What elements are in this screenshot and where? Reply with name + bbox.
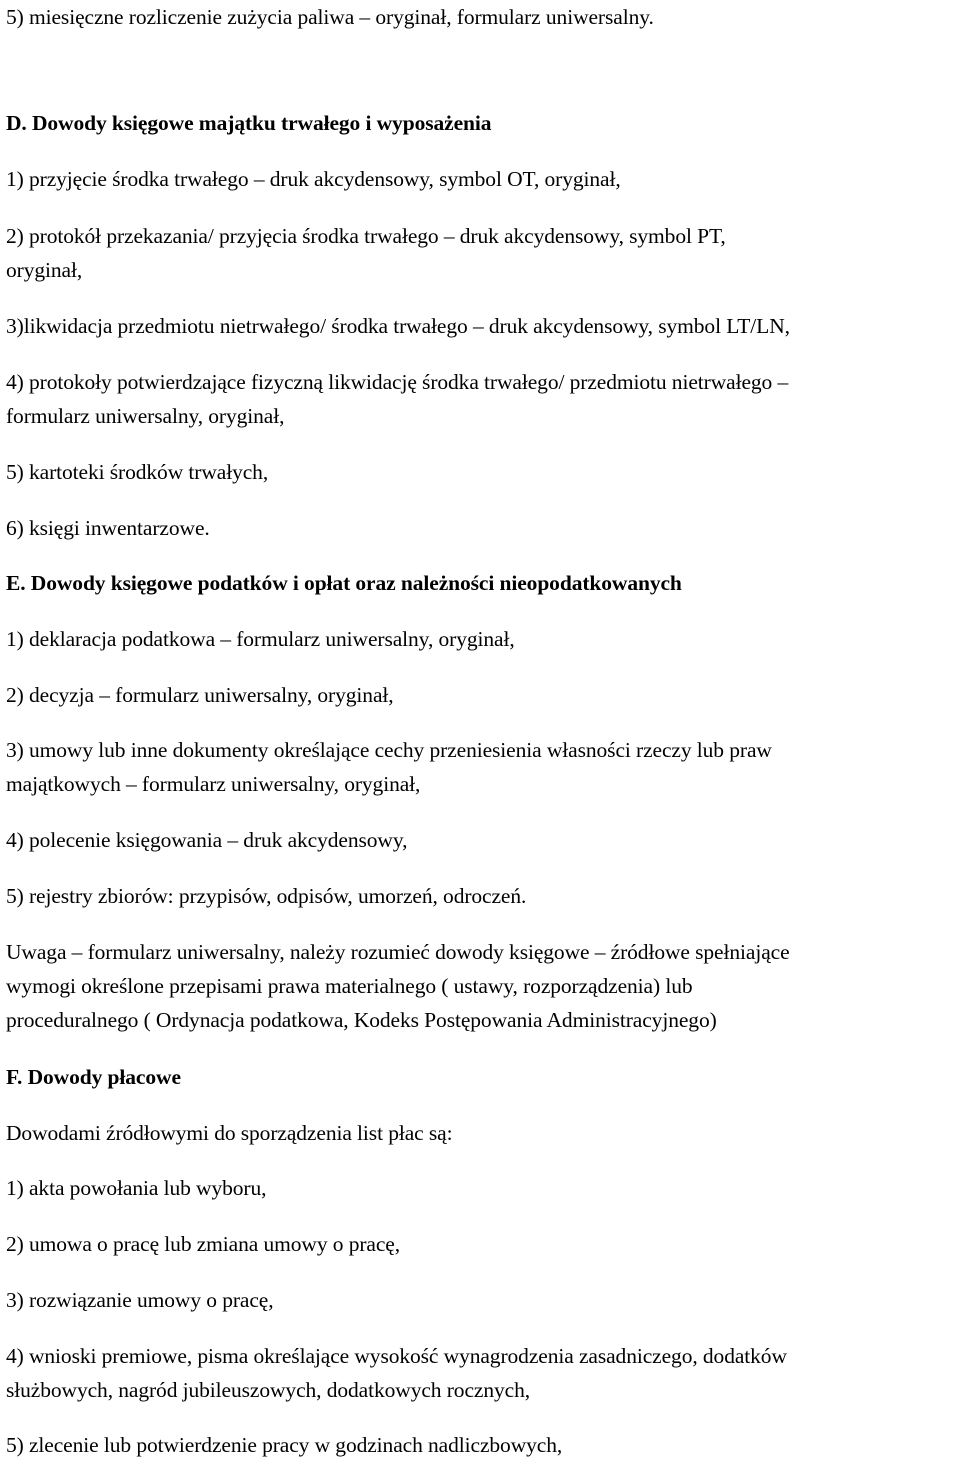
section-e-note: [6, 935, 790, 1037]
section-d-item-6-line-1: 6) księgi inwentarzowe.: [6, 516, 210, 540]
section-f-item-4-line-1: 4) wnioski premiowe, pisma określające wysokość wynagrodzenia zasadniczego, dodatków: [6, 1344, 787, 1368]
section-d-heading: D. Dowody księgowe majątku trwałego i wyposażenia: [6, 111, 492, 135]
section-d-item-5: [6, 455, 268, 489]
section-e-item-4: [6, 823, 407, 857]
section-d-item-6: [6, 511, 210, 545]
section-e-item-2: [6, 678, 394, 712]
section-e-item-1-line-1: 1) deklaracja podatkowa – formularz uniwersalny, oryginał,: [6, 627, 515, 651]
section-e-note-line-3: proceduralnego ( Ordynacja podatkowa, Kodeks Postępowania Administracyjnego): [6, 1008, 717, 1032]
section-f-item-2: [6, 1227, 400, 1261]
section-d-item-4: [6, 365, 788, 433]
section-d-item-4-line-2: formularz uniwersalny, oryginał,: [6, 404, 285, 428]
section-e-note-line-2: wymogi określone przepisami prawa materialnego ( ustawy, rozporządzenia) lub: [6, 974, 693, 998]
section-f-item-3-line-1: 3) rozwiązanie umowy o pracę,: [6, 1288, 274, 1312]
section-f-heading: F. Dowody płacowe: [6, 1065, 181, 1089]
intro-line-text: 5) miesięczne rozliczenie zużycia paliwa – oryginał, formularz uniwersalny.: [6, 5, 654, 29]
section-f-item-4: [6, 1339, 787, 1407]
section-d-item-4-line-1: 4) protokoły potwierdzające fizyczną likwidację środka trwałego/ przedmiotu nietrwałego –: [6, 370, 789, 394]
section-f-item-3: [6, 1283, 274, 1317]
section-d-item-1: [6, 162, 621, 196]
section-d-item-3-line-1: 3)likwidacja przedmiotu nietrwałego/ środka trwałego – druk akcydensowy, symbol LT/LN,: [6, 314, 790, 338]
section-e-note-line-1: Uwaga – formularz uniwersalny, należy rozumieć dowody księgowe – źródłowe spełniające: [6, 940, 790, 964]
intro-line: [6, 0, 654, 34]
section-d-item-2-line-1: 2) protokół przekazania/ przyjęcia środka trwałego – druk akcydensowy, symbol PT,: [6, 224, 726, 248]
section-f-item-1: [6, 1171, 266, 1205]
section-f-intro: Dowodami źródłowymi do sporządzenia list płac są:: [6, 1121, 453, 1145]
section-e-heading: E. Dowody księgowe podatków i opłat oraz należności nieopodatkowanych: [6, 571, 682, 595]
section-e-item-5-line-1: 5) rejestry zbiorów: przypisów, odpisów, umorzeń, odroczeń.: [6, 884, 527, 908]
section-e-item-3: [6, 733, 772, 801]
section-e-item-3-line-2: majątkowych – formularz uniwersalny, oryginał,: [6, 772, 421, 796]
section-f-item-1-line-1: 1) akta powołania lub wyboru,: [6, 1176, 267, 1200]
section-f-item-4-line-2: służbowych, nagród jubileuszowych, dodatkowych rocznych,: [6, 1378, 530, 1402]
section-f-item-2-line-1: 2) umowa o pracę lub zmiana umowy o pracę,: [6, 1232, 401, 1256]
section-d-item-2-line-2: oryginał,: [6, 258, 83, 282]
section-f-item-5-line-1: 5) zlecenie lub potwierdzenie pracy w godzinach nadliczbowych,: [6, 1433, 563, 1457]
section-d-item-1-line-1: 1) przyjęcie środka trwałego – druk akcydensowy, symbol OT, oryginał,: [6, 167, 621, 191]
section-d-item-3: [6, 309, 790, 343]
section-e-item-2-line-1: 2) decyzja – formularz uniwersalny, oryginał,: [6, 683, 394, 707]
section-e-item-3-line-1: 3) umowy lub inne dokumenty określające cechy przeniesienia własności rzeczy lub praw: [6, 738, 772, 762]
section-d-item-5-line-1: 5) kartoteki środków trwałych,: [6, 460, 269, 484]
section-d-item-2: [6, 219, 726, 287]
section-e-item-5: [6, 879, 526, 913]
section-e-item-1: [6, 622, 515, 656]
section-e-item-4-line-1: 4) polecenie księgowania – druk akcydensowy,: [6, 828, 408, 852]
